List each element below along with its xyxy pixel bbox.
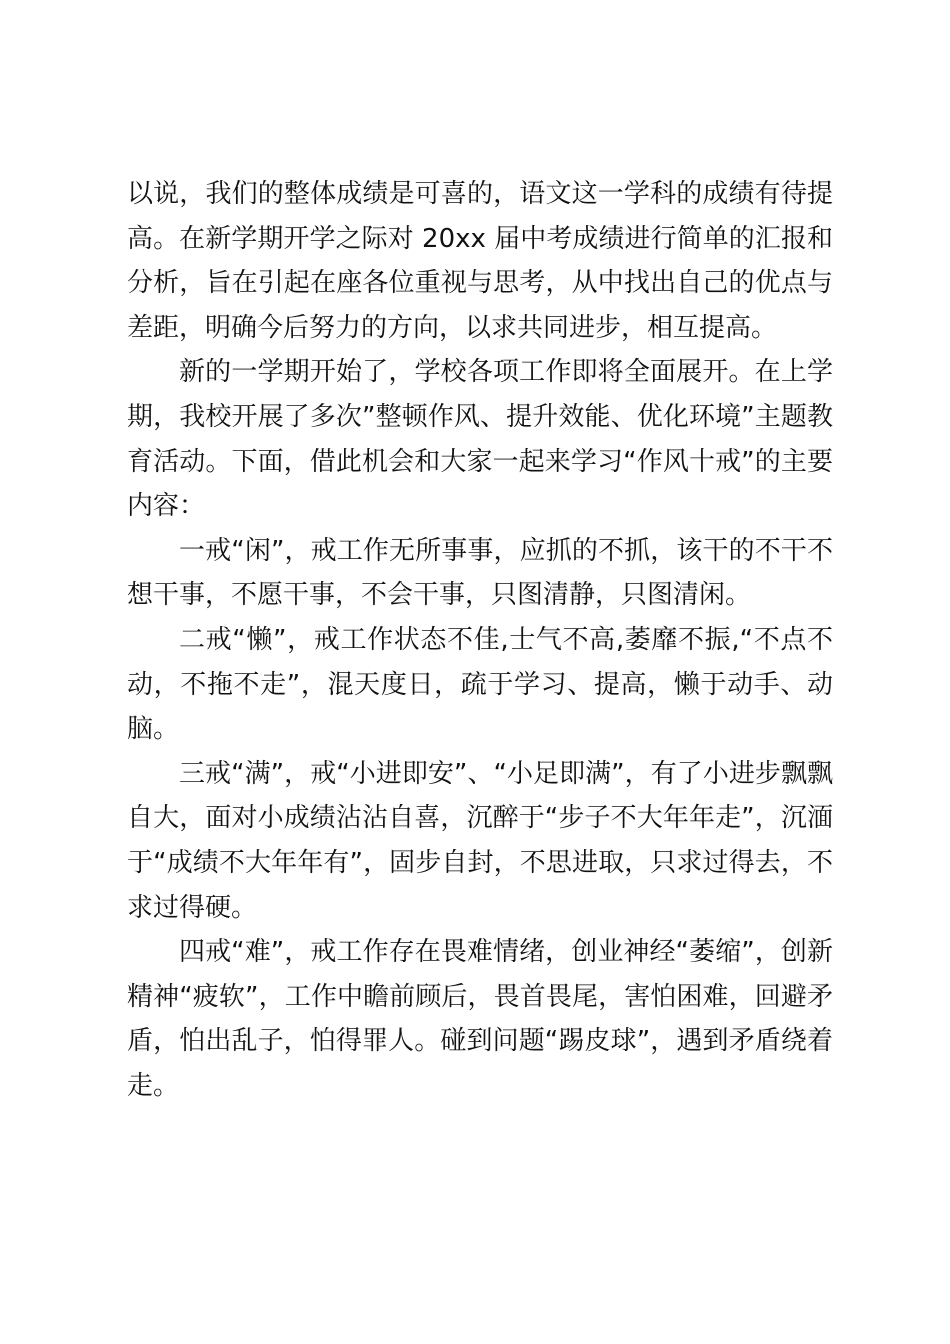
paragraph-continuation: 以说，我们的整体成绩是可喜的，语文这一学科的成绩有待提高。在新学期开学之际对 20xx 届中考成绩进行简单的汇报和分析，旨在引起在座各位重视与思考，从中找出自己的优点与差距，明确今后努力的方向，以求共同进步，相互提高。 <box>127 179 833 343</box>
paragraph-rule-1: 一戒“闲”，戒工作无所事事，应抓的不抓，该干的不干不想干事，不愿干事，不会干事，只图清静，只图清闲。 <box>127 535 833 611</box>
paragraph-rule-3: 三戒“满”，戒“小进即安”、“小足即满”，有了小进步飘飘自大，面对小成绩沾沾自喜，沉醉于“步子不大年年走”，沉湎于“成绩不大年年有”，固步自封，不思进取，只求过得去，不求过得硬。 <box>127 758 833 923</box>
paragraph-rule-4: 四戒“难”，戒工作存在畏难情绪，创业神经“萎缩”，创新精神“疲软”，工作中瞻前顾后，畏首畏尾，害怕困难，回避矛盾，怕出乱子，怕得罪人。碰到问题“踢皮球”，遇到矛盾绕着走。 <box>127 937 833 1101</box>
document-body <box>127 172 833 1108</box>
paragraph-rule-2: 二戒“懒”，戒工作状态不佳,士气不高,萎靡不振,“不点不动，不拖不走”，混天度日，疏于学习、提高，懒于动手、动脑。 <box>127 624 833 745</box>
paragraph-new-semester: 新的一学期开始了，学校各项工作即将全面展开。在上学期，我校开展了多次”整顿作风、提升效能、优化环境”主题教育活动。下面，借此机会和大家一起来学习“作风十戒”的主要内容： <box>127 357 833 522</box>
